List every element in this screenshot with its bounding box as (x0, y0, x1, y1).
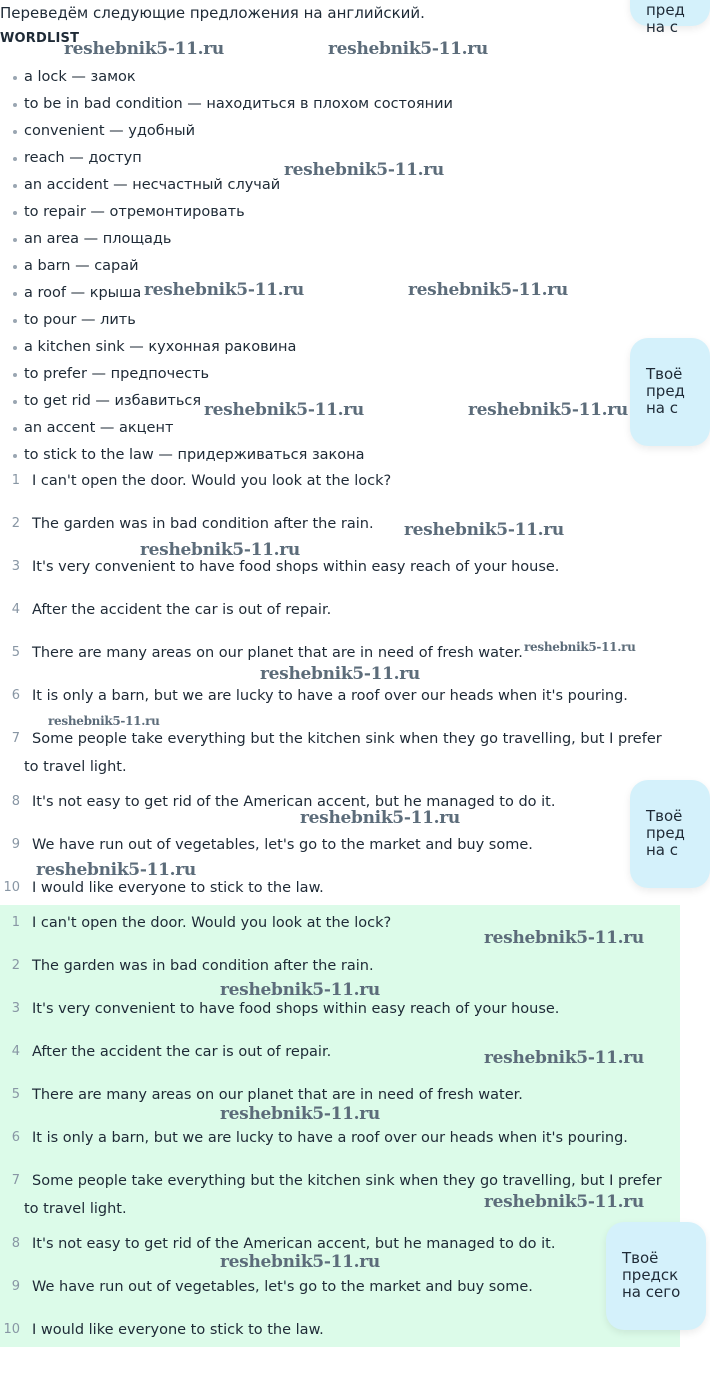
page-heading: Переведём следующие предложения на английский. (0, 4, 425, 22)
watermark: reshebnik5-11.ru (524, 640, 636, 654)
sentence-item: 3 It's very convenient to have food shops within easy reach of your house. (11, 559, 560, 575)
sentence-item: 2 The garden was in bad condition after the rain. (11, 516, 374, 532)
bullet-icon (13, 400, 17, 404)
watermark: reshebnik5-11.ru (328, 39, 488, 59)
answer-item: 3 It's very convenient to have food shops within easy reach of your house. (11, 1001, 560, 1017)
sentence-item: 9 We have run out of vegetables, let's go to the market and buy some. (11, 837, 533, 853)
bullet-icon (13, 265, 17, 269)
wordlist-item: to get rid — избавиться (0, 388, 640, 415)
watermark: reshebnik5-11.ru (408, 280, 568, 300)
watermark: reshebnik5-11.ru (484, 1048, 644, 1068)
sentence-item: 10 I would like everyone to stick to the law. (3, 880, 324, 896)
watermark: reshebnik5-11.ru (220, 1252, 380, 1272)
answer-item: 8 It's not easy to get rid of the American accent, but he managed to do it. (11, 1236, 556, 1252)
bullet-icon (13, 319, 17, 323)
answer-item: 4 After the accident the car is out of repair. (11, 1044, 332, 1060)
sentence-item: 1 I can't open the door. Would you look at the lock? (11, 473, 392, 489)
wordlist-title: WORDLIST (0, 31, 80, 46)
bullet-icon (13, 427, 17, 431)
answer-item: 6 It is only a barn, but we are lucky to have a roof over our heads when it's pouring. (11, 1130, 628, 1146)
wordlist-item: a kitchen sink — кухонная раковина (0, 334, 640, 361)
answer-item: 7 Some people take everything but the kitchen sink when they go travelling, but I prefer to travel light. (11, 1173, 662, 1217)
sentence-item: 8 It's not easy to get rid of the American accent, but he managed to do it. (11, 794, 556, 810)
bullet-icon (13, 211, 17, 215)
wordlist-item: an accent — акцент (0, 415, 640, 442)
wordlist-item: an area — площадь (0, 226, 640, 253)
answer-item: 2 The garden was in bad condition after the rain. (11, 958, 374, 974)
answer-item: 10 I would like everyone to stick to the law. (3, 1322, 324, 1338)
bullet-icon (13, 157, 17, 161)
watermark: reshebnik5-11.ru (484, 928, 644, 948)
bullet-icon (13, 130, 17, 134)
watermark: reshebnik5-11.ru (204, 400, 364, 420)
watermark: reshebnik5-11.ru (140, 540, 300, 560)
wordlist-item: to repair — отремонтировать (0, 199, 640, 226)
watermark: reshebnik5-11.ru (48, 714, 160, 728)
watermark: reshebnik5-11.ru (220, 1104, 380, 1124)
wordlist-item: reach — доступ (0, 145, 640, 172)
answer-item: 5 There are many areas on our planet that are in need of fresh water. (11, 1087, 523, 1103)
wordlist-item: an accident — несчастный случай (0, 172, 640, 199)
watermark: reshebnik5-11.ru (404, 520, 564, 540)
sentence-item: 7 Some people take everything but the kitchen sink when they go travelling, but I prefer to travel light. (11, 731, 662, 775)
bullet-icon (13, 346, 17, 350)
watermark: reshebnik5-11.ru (220, 980, 380, 1000)
wordlist-item: convenient — удобный (0, 118, 640, 145)
bullet-icon (13, 103, 17, 107)
bullet-icon (13, 76, 17, 80)
watermark: reshebnik5-11.ru (144, 280, 304, 300)
wordlist-item: a lock — замок (0, 64, 640, 91)
wordlist-item: to pour — лить (0, 307, 640, 334)
bullet-icon (13, 373, 17, 377)
sentence-list (0, 467, 680, 902)
watermark: reshebnik5-11.ru (300, 808, 460, 828)
wordlist-item: to be in bad condition — находиться в плохом состоянии (0, 91, 640, 118)
watermark: reshebnik5-11.ru (64, 39, 224, 59)
watermark: reshebnik5-11.ru (36, 860, 196, 880)
watermark: reshebnik5-11.ru (484, 1192, 644, 1212)
bullet-icon (13, 292, 17, 296)
answer-list (0, 909, 680, 1344)
sentence-item: 5 There are many areas on our planet that are in need of fresh water. (11, 645, 523, 661)
bullet-icon (13, 238, 17, 242)
wordlist-item: a roof — крыша (0, 280, 640, 307)
bullet-icon (13, 184, 17, 188)
wordlist-item: to stick to the law — придерживаться закона (0, 442, 640, 469)
chat-bubble[interactable]: Твоё пред на с (630, 780, 710, 888)
chat-bubble[interactable]: Твоё предск на сего (606, 1222, 706, 1330)
answer-item: 9 We have run out of vegetables, let's go to the market and buy some. (11, 1279, 533, 1295)
answer-item: 1 I can't open the door. Would you look at the lock? (11, 915, 392, 931)
wordlist-item: a barn — сарай (0, 253, 640, 280)
watermark: reshebnik5-11.ru (284, 160, 444, 180)
sentence-item: 6 It is only a barn, but we are lucky to have a roof over our heads when it's pouring. (11, 688, 628, 704)
bullet-icon (13, 454, 17, 458)
chat-bubble[interactable]: Твоё пред на с (630, 338, 710, 446)
chat-bubble[interactable]: пред на с (630, 0, 710, 26)
watermark: reshebnik5-11.ru (468, 400, 628, 420)
watermark: reshebnik5-11.ru (260, 664, 420, 684)
sentence-item: 4 After the accident the car is out of repair. (11, 602, 332, 618)
wordlist-item: to prefer — предпочесть (0, 361, 640, 388)
